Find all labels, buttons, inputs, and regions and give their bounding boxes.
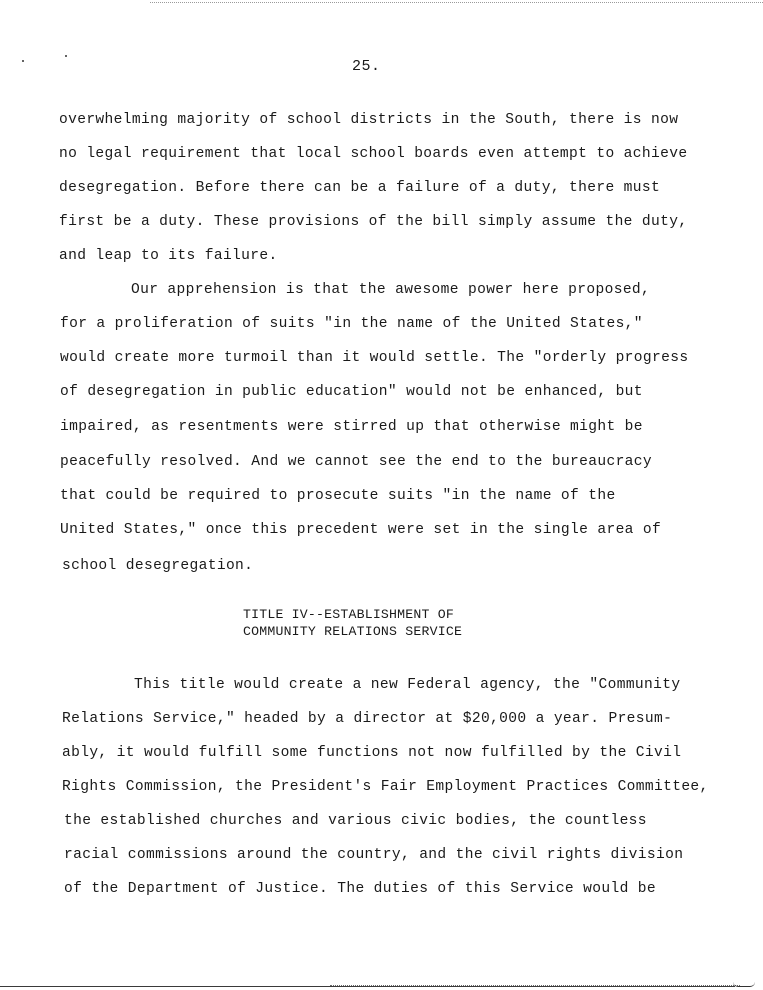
heading-line: COMMUNITY RELATIONS SERVICE [243,624,463,639]
bottom-rule [0,986,735,987]
text-line: racial commissions around the country, and the civil rights division [64,847,684,863]
text-line: no legal requirement that local school boards even attempt to achieve [59,146,688,162]
text-line: United States," once this precedent were set in the single area of [60,522,662,538]
text-line: would create more turmoil than it would settle. The "orderly progress [60,350,689,366]
text-line: for a proliferation of suits "in the name of the United States," [60,316,643,332]
text-line: that could be required to prosecute suits "in the name of the [60,488,616,504]
text-line: and leap to its failure. [59,248,278,264]
text-line: first be a duty. These provisions of the bill simply assume the duty, [59,214,688,230]
text-line: peacefully resolved. And we cannot see the end to the bureaucracy [60,454,652,470]
text-line: desegregation. Before there can be a failure of a duty, there must [59,180,661,196]
text-line: This title would create a new Federal agency, the "Community [134,677,681,693]
text-line: of desegregation in public education" would not be enhanced, but [60,384,643,400]
page-number: 25. [352,58,381,75]
text-line: ably, it would fulfill some functions not now fulfilled by the Civil [62,745,682,761]
text-line: Relations Service," headed by a director at $20,000 a year. Presum- [62,711,673,727]
text-line: Rights Commission, the President's Fair Employment Practices Committee, [62,779,709,795]
text-line: overwhelming majority of school districts in the South, there is now [59,112,679,128]
scan-speck [22,60,24,62]
text-line: school desegregation. [62,558,254,574]
text-line: impaired, as resentments were stirred up that otherwise might be [60,419,643,435]
text-line: Our apprehension is that the awesome power here proposed, [131,282,651,298]
top-edge-dots [150,2,763,3]
corner-mark [733,982,755,987]
bottom-dotted-rule [330,985,740,986]
text-line: of the Department of Justice. The duties of this Service would be [64,881,656,897]
text-line: the established churches and various civic bodies, the countless [64,813,647,829]
heading-line: TITLE IV--ESTABLISHMENT OF [243,607,454,622]
scan-speck [65,55,67,57]
